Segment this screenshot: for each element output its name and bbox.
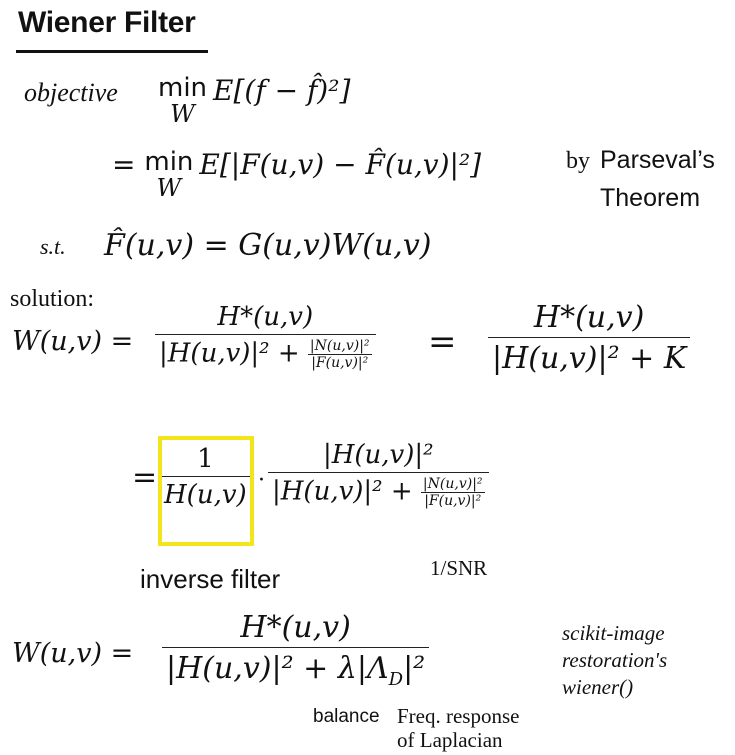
inverse-filter-label: inverse filter (140, 564, 281, 594)
min-operator: min W (158, 73, 208, 128)
freq-response-line-2: of Laplacian (397, 728, 503, 752)
w-lhs-1: W(u,v) = (12, 326, 134, 357)
w-lhs-2: W(u,v) = (12, 638, 134, 669)
inverse-filter-highlight (158, 436, 254, 546)
fraction-main (155, 302, 376, 371)
objective-expression: E[(f − f̂)²] (213, 74, 351, 107)
fraction-lambda: $\frac{H*(u,v)}{|H(u,v)|^2 + \lambda|\Lambda_D|^2}$ (162, 610, 429, 690)
inverse-fraction: $\frac{1}{H(u,v)}$ (160, 444, 251, 510)
parseval-theorem: Theorem (600, 184, 701, 212)
st-label: s.t. (40, 234, 66, 259)
freq-response-line-1: Freq. response (397, 704, 520, 728)
objective-equation (158, 74, 350, 126)
balance-label: balance (313, 706, 380, 727)
parseval-equation: = min W E[|F(u,v) − F̂(u,v)|²] (112, 147, 482, 202)
scikit-line-2: restoration's (562, 648, 668, 672)
min-operator-2: min W (144, 147, 194, 202)
equals-sign: = (428, 322, 457, 362)
scikit-line-3: wiener() (562, 675, 634, 699)
title-underline (16, 50, 208, 53)
constraint-equation: F̂(u,v) = G(u,v)W(u,v) (104, 228, 432, 263)
equals-sign-2: = (132, 460, 158, 495)
parseval-expression: E[|F(u,v) − F̂(u,v)|²] (199, 148, 482, 181)
snr-fraction-2: $\frac{\text{|N(u,v)|²}}{\text{|F(u,v)|²}}$ (422, 476, 483, 509)
parseval-name: Parseval’s (600, 146, 715, 174)
scikit-line-1: scikit-image (562, 621, 665, 645)
fraction-numerator: H*(u,v) (217, 302, 314, 332)
page-title: Wiener Filter (18, 6, 196, 39)
solution-label: solution: (10, 286, 95, 312)
fraction-denominator: |H(u,v)|² + $\frac{\text{|N(u,v)|²}}{\text{|F(u,v)|²}}$ (155, 334, 376, 371)
snr-label: 1/SNR (430, 556, 488, 580)
multiply-dot: · (258, 468, 265, 493)
snr-fraction: $\frac{\text{|N(u,v)|²}}{\text{|F(u,v)|²}}$ (309, 338, 370, 371)
fraction-second: |H(u,v)|² |H(u,v)|² + $\frac{\text{|N(u,v)|²}}{\text{|F(u,v)|²}}$ (268, 440, 489, 509)
fraction-k: $\frac{H*(u,v)}{\text{|H(u,v)|² + K}}$ (488, 300, 690, 376)
parseval-by: by (566, 148, 590, 174)
objective-label: objective (24, 78, 118, 107)
